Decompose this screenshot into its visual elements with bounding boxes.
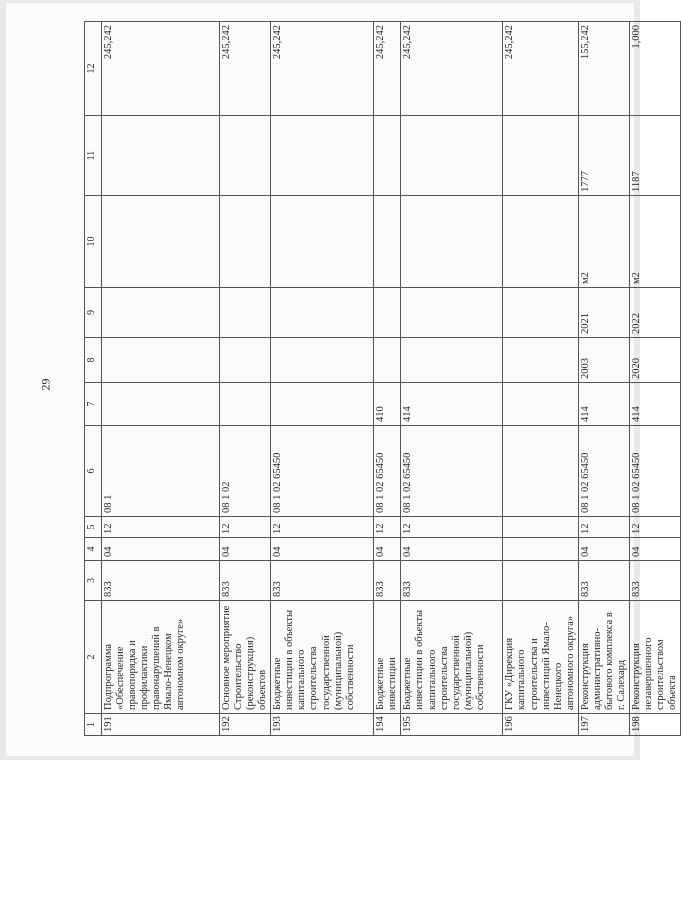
col-header: 7 [85,383,102,426]
row-number: 191 [102,714,220,736]
cell-section: 04 [102,538,220,561]
cell-start-year: 2020 [630,338,681,383]
cell-subsection: 12 [578,517,629,538]
cell-end-year: 2022 [630,288,681,338]
row-name: Бюджетные инвестиции в объекты капитального строительства государственной (муниципальной) собственности [271,601,374,714]
table-row [401,22,503,736]
cell-target-item: 08 1 02 65450 [374,426,401,517]
cell-end-year [220,288,271,338]
cell-ministry: 833 [102,561,220,601]
row-number: 192 [220,714,271,736]
col-header: 6 [85,426,102,517]
row-name: Реконструкция незавершенного строительством объекта [630,601,681,714]
cell-target-item: 08 1 02 65450 [271,426,374,517]
cell-end-year [374,288,401,338]
cell-start-year [401,338,503,383]
cell-expense-type [271,383,374,426]
cell-start-year [503,338,578,383]
cell-section: 04 [630,538,681,561]
cell-capacity [401,116,503,196]
cell-capacity [374,116,401,196]
cell-target-item [503,426,578,517]
cell-end-year [401,288,503,338]
cell-amount: 245,242 [503,22,578,116]
cell-ministry [503,561,578,601]
cell-capacity [220,116,271,196]
cell-ministry: 833 [271,561,374,601]
col-header: 8 [85,338,102,383]
col-header: 1 [85,714,102,736]
cell-subsection: 12 [102,517,220,538]
cell-capacity [271,116,374,196]
col-header: 4 [85,538,102,561]
row-number: 197 [578,714,629,736]
cell-end-year: 2021 [578,288,629,338]
cell-capacity: 1187 [630,116,681,196]
cell-unit [102,196,220,288]
cell-target-item: 08 1 02 65450 [578,426,629,517]
cell-subsection: 12 [220,517,271,538]
cell-ministry: 833 [401,561,503,601]
cell-start-year: 2003 [578,338,629,383]
cell-subsection: 12 [271,517,374,538]
col-header: 2 [85,601,102,714]
cell-subsection [503,517,578,538]
table-row [374,22,401,736]
table-row [630,22,681,736]
row-number: 198 [630,714,681,736]
cell-section [503,538,578,561]
col-header: 5 [85,517,102,538]
col-header: 11 [85,116,102,196]
table-row [503,22,578,736]
cell-target-item: 08 1 02 [220,426,271,517]
row-name: Реконструкция административно-бытового комплекса в г. Салехард [578,601,629,714]
cell-expense-type: 410 [374,383,401,426]
col-header: 3 [85,561,102,601]
cell-unit: м2 [630,196,681,288]
cell-target-item: 08 1 [102,426,220,517]
cell-subsection: 12 [401,517,503,538]
cell-start-year [271,338,374,383]
cell-amount: 245,242 [220,22,271,116]
cell-end-year [271,288,374,338]
budget-table [84,21,681,736]
cell-section: 04 [401,538,503,561]
row-name: Подпрограмма «Обеспечение правопорядка и профилактики правонарушений в Ямало-Ненецком автономном округе» [102,601,220,714]
cell-ministry: 833 [578,561,629,601]
cell-subsection: 12 [374,517,401,538]
col-header: 9 [85,288,102,338]
col-header: 10 [85,196,102,288]
cell-end-year [503,288,578,338]
table-row [578,22,629,736]
rotated-table-container [84,22,679,736]
cell-capacity [102,116,220,196]
cell-start-year [102,338,220,383]
row-name: Основное мероприятие Строительство (реконструкция) объектов [220,601,271,714]
cell-amount: 245,242 [102,22,220,116]
cell-unit [401,196,503,288]
cell-subsection: 12 [630,517,681,538]
cell-ministry: 833 [630,561,681,601]
cell-expense-type [102,383,220,426]
cell-expense-type [220,383,271,426]
cell-expense-type [503,383,578,426]
cell-end-year [102,288,220,338]
cell-capacity: 1777 [578,116,629,196]
cell-amount: 245,242 [374,22,401,116]
cell-unit [220,196,271,288]
cell-unit: м2 [578,196,629,288]
cell-section: 04 [374,538,401,561]
table-row [102,22,220,736]
cell-start-year [220,338,271,383]
row-number: 193 [271,714,374,736]
cell-target-item: 08 1 02 65450 [630,426,681,517]
cell-unit [503,196,578,288]
row-name: Бюджетные инвестиции в объекты капитального строительства государственной (муниципальной) собственности [401,601,503,714]
col-header: 12 [85,22,102,116]
cell-unit [374,196,401,288]
cell-section: 04 [220,538,271,561]
cell-amount: 1,000 [630,22,681,116]
cell-unit [271,196,374,288]
cell-target-item: 08 1 02 65450 [401,426,503,517]
cell-section: 04 [271,538,374,561]
row-number: 195 [401,714,503,736]
cell-amount: 155,242 [578,22,629,116]
cell-expense-type: 414 [630,383,681,426]
row-name: Бюджетные инвестиции [374,601,401,714]
cell-expense-type: 414 [401,383,503,426]
row-number: 194 [374,714,401,736]
row-name: ГКУ «Дирекция капитального строительства и инвестиций Ямало-Ненецкого автономного округа» [503,601,578,714]
cell-ministry: 833 [374,561,401,601]
cell-capacity [503,116,578,196]
cell-expense-type: 414 [578,383,629,426]
page-number: 29 [38,378,53,391]
table-row [271,22,374,736]
cell-section: 04 [578,538,629,561]
cell-ministry: 833 [220,561,271,601]
row-number: 196 [503,714,578,736]
cell-amount: 245,242 [271,22,374,116]
table-row [220,22,271,736]
header-row [85,22,102,736]
cell-amount: 245,242 [401,22,503,116]
cell-start-year [374,338,401,383]
